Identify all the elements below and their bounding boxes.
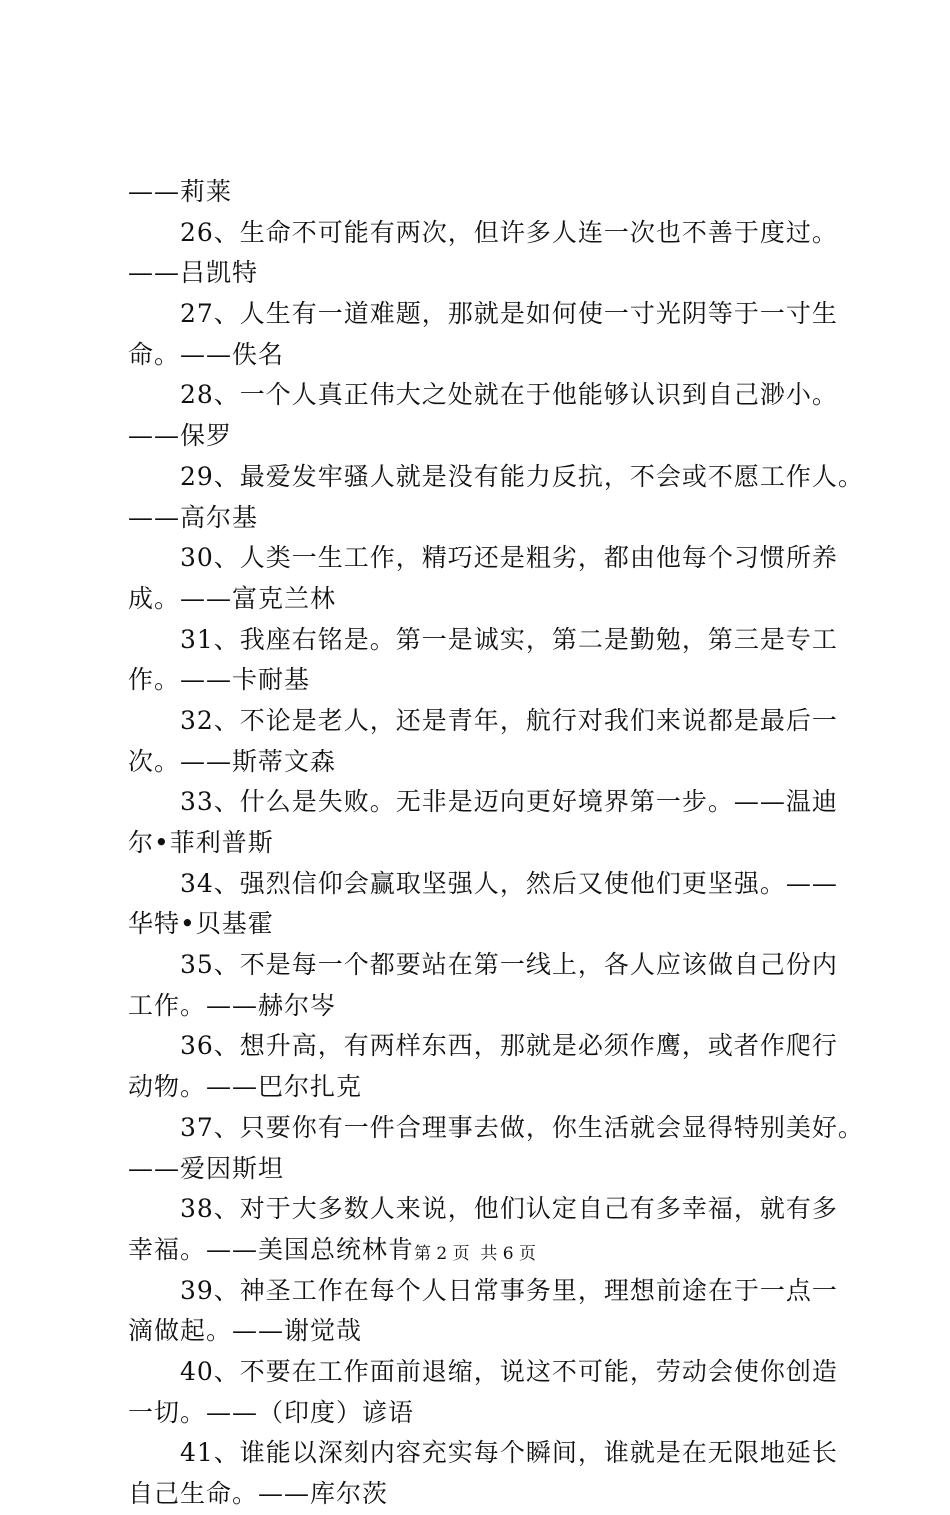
quote-continuation-line: ——吕凯特 (128, 258, 259, 288)
quote-line: 36、想升高，有两样东西，那就是必须作鹰，或者作爬行 (180, 1031, 838, 1061)
quote-line: 39、神圣工作在每个人日常事务里，理想前途在于一点一 (180, 1275, 838, 1305)
quote-continuation-line: 成。——富克兰林 (128, 583, 337, 613)
quote-continuation-line: 工作。——赫尔岑 (128, 990, 337, 1020)
quote-continuation-line: ——莉莱 (128, 177, 233, 206)
quote-continuation-line: 命。——佚名 (128, 339, 285, 369)
page-footer: 第 2 页 共 6 页 (413, 1244, 537, 1264)
quote-line: 37、只要你有一件合理事去做，你生活就会显得特别美好。 (180, 1112, 864, 1142)
quote-list (128, 172, 864, 1515)
quote-continuation-line: 滴做起。——谢觉哉 (128, 1316, 363, 1346)
quote-line: 33、什么是失败。无非是迈向更好境界第一步。——温迪 (180, 787, 838, 817)
quote-line: 26、生命不可能有两次，但许多人连一次也不善于度过。 (180, 217, 838, 247)
quote-line: 38、对于大多数人来说，他们认定自己有多幸福，就有多 (180, 1194, 838, 1224)
quote-line: 40、不要在工作面前退缩，说这不可能，劳动会使你创造 (180, 1356, 838, 1386)
quote-continuation-line: 自己生命。——库尔茨 (128, 1479, 389, 1508)
quote-line: 34、强烈信仰会赢取坚强人，然后又使他们更坚强。—— (180, 868, 838, 898)
quote-continuation-line: 尔•菲利普斯 (128, 828, 274, 857)
quote-continuation-line: 华特•贝基霍 (128, 909, 274, 939)
quote-continuation-line: 作。——卡耐基 (128, 665, 311, 695)
quote-continuation-line: 次。——斯蒂文森 (128, 746, 337, 776)
quote-line: 32、不论是老人，还是青年，航行对我们来说都是最后一 (180, 705, 838, 735)
quote-line: 35、不是每一个都要站在第一线上，各人应该做自己份内 (180, 950, 838, 980)
quote-line: 30、人类一生工作，精巧还是粗劣，都由他每个习惯所养 (180, 543, 838, 573)
quote-line: 29、最爱发牢骚人就是没有能力反抗，不会或不愿工作人。 (180, 461, 864, 491)
quote-line: 31、我座右铭是。第一是诚实，第二是勤勉，第三是专工 (180, 624, 838, 654)
quote-continuation-line: ——爱因斯坦 (128, 1153, 285, 1183)
quote-line: 27、人生有一道难题，那就是如何使一寸光阴等于一寸生 (180, 299, 838, 329)
quote-continuation-line: 幸福。——美国总统林肯 (128, 1234, 415, 1264)
quote-continuation-line: ——高尔基 (128, 502, 259, 532)
quote-line: 28、一个人真正伟大之处就在于他能够认识到自己渺小。 (180, 380, 838, 410)
quote-continuation-line: 动物。——巴尔扎克 (128, 1072, 363, 1102)
quote-line: 41、谁能以深刻内容充实每个瞬间，谁就是在无限地延长 (180, 1438, 838, 1468)
quote-continuation-line: 一切。——（印度）谚语 (128, 1397, 415, 1427)
quote-continuation-line: ——保罗 (128, 421, 233, 451)
